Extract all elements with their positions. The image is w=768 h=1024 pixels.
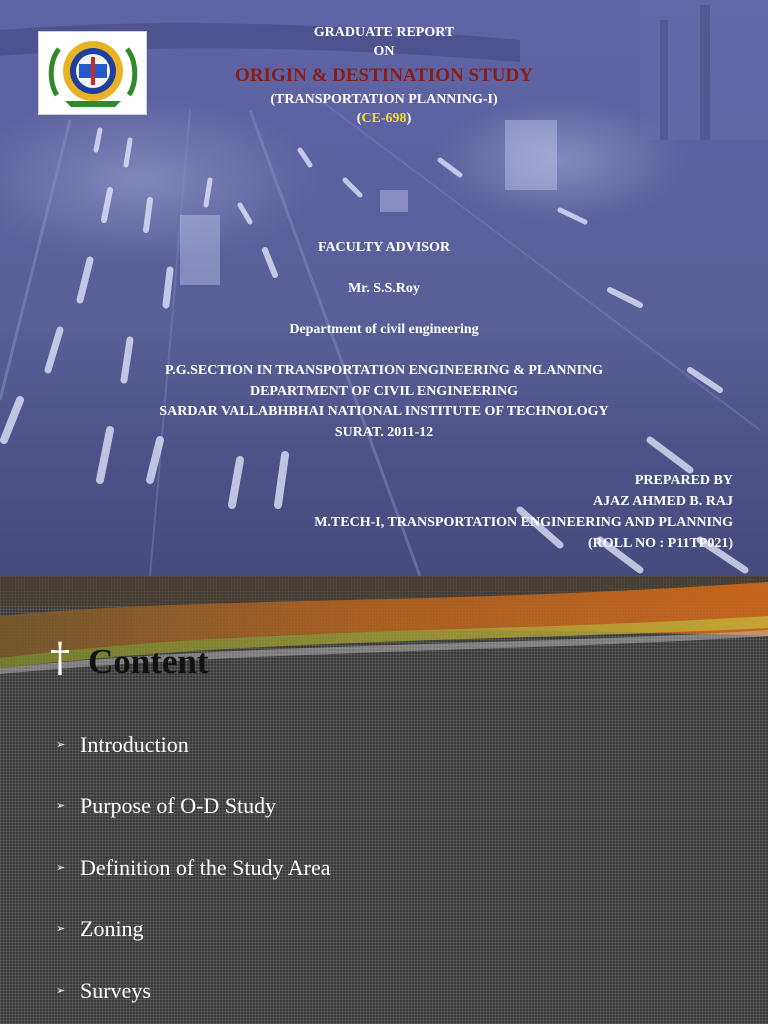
- author-program: M.TECH-I, TRANSPORTATION ENGINEERING AND PLANNING: [314, 515, 733, 530]
- course-code-line: [0, 110, 768, 128]
- section-line: SURAT. 2011-12: [334, 425, 434, 440]
- report-on-label: ON: [373, 44, 395, 59]
- advisor-department: Department of civil engineering: [289, 322, 479, 337]
- advisor-heading: FACULTY ADVISOR: [317, 240, 451, 255]
- list-item: [56, 899, 331, 961]
- report-subject: (TRANSPORTATION PLANNING-I): [270, 92, 498, 107]
- content-heading: Content: [88, 642, 209, 681]
- course-code-close: ): [406, 111, 412, 126]
- list-item-label: Purpose of O-D Study: [80, 793, 277, 819]
- dagger-icon: †: [50, 635, 70, 681]
- course-code-open: (: [356, 111, 362, 126]
- list-item-label: Introduction: [80, 731, 189, 757]
- advisor-name: Mr. S.S.Roy: [348, 281, 420, 296]
- prepared-by-label: PREPARED BY: [634, 473, 733, 488]
- section-line: SARDAR VALLABHBHAI NATIONAL INSTITUTE OF TECHNOLOGY: [159, 404, 609, 419]
- list-item: [56, 837, 331, 899]
- report-label: GRADUATE REPORT: [313, 25, 455, 40]
- arrow-bullet-icon: ➢: [56, 860, 66, 874]
- arrow-bullet-icon: ➢: [56, 799, 66, 813]
- arrow-bullet-icon: ➢: [56, 737, 66, 751]
- section-line: P.G.SECTION IN TRANSPORTATION ENGINEERING & PLANNING: [164, 363, 604, 378]
- content-list: [56, 714, 331, 1022]
- list-item: [56, 776, 331, 838]
- author-name: AJAZ AHMED B. RAJ: [592, 494, 733, 509]
- section-line: DEPARTMENT OF CIVIL ENGINEERING: [249, 384, 518, 399]
- content-slide: [0, 576, 768, 1024]
- list-item: [56, 714, 331, 776]
- list-item-label: Surveys: [80, 977, 151, 1003]
- arrow-bullet-icon: ➢: [56, 922, 66, 936]
- list-item-label: Zoning: [80, 916, 144, 942]
- course-code: CE-698: [361, 111, 407, 126]
- author-roll-number: (ROLL NO : P11TP021): [587, 536, 733, 551]
- report-title: ORIGIN & DESTINATION STUDY: [235, 65, 533, 86]
- list-item-label: Definition of the Study Area: [80, 854, 331, 880]
- arrow-bullet-icon: ➢: [56, 983, 66, 997]
- list-item: [56, 960, 331, 1022]
